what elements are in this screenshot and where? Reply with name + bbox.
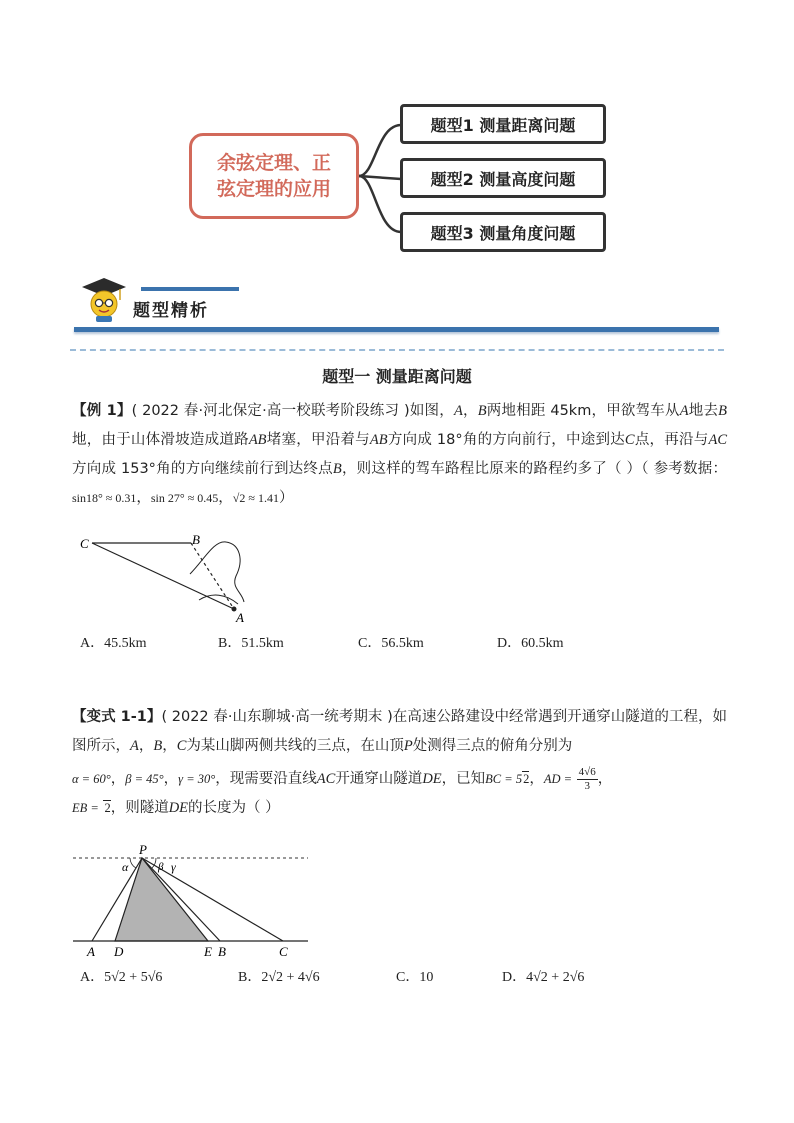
variant-1-1-figure bbox=[70, 840, 315, 962]
fig1-label-c: C bbox=[80, 536, 89, 551]
example-1-option-a[interactable]: A．45.5km bbox=[80, 636, 147, 651]
fig2-label-a: A bbox=[87, 944, 95, 959]
mindmap-branch-3: 题型3 测量角度问题 bbox=[400, 212, 606, 252]
banner-title: 题型精析 bbox=[133, 301, 209, 321]
section-heading: 题型一 测量距离问题 bbox=[322, 367, 472, 386]
banner-underline bbox=[74, 327, 719, 332]
variant-1-1-source: ( 2022 春·山东聊城·高一统考期末 ) bbox=[161, 709, 393, 725]
mindmap-center bbox=[189, 133, 359, 219]
mindmap-connectors bbox=[355, 110, 405, 250]
example-1-option-d[interactable]: D．60.5km bbox=[497, 636, 564, 651]
fig2-label-c: C bbox=[279, 944, 288, 959]
fig2-label-gamma: γ bbox=[171, 860, 176, 874]
variant-1-1-option-b[interactable]: B．2√2 + 4√6 bbox=[238, 970, 320, 985]
variant-1-1-text: 【变式 1-1】( 2022 春·山东聊城·高一统考期末 )在高速公路建设中经常遇到开通穿山隧道的工程，如图所示，A，B，C为某山脚两侧共线的三点，在山顶P处测得三点的俯角分别为 α = 60°，β = 45°，γ = 30°，现需要沿直线AC开通穿山隧道DE，已知BC = 52，AD = $\frac{4√6}{3}$ ， EB = 2，则隧道DE的长度为（ ） bbox=[72, 709, 728, 816]
mindmap-branch-2: 题型2 测量高度问题 bbox=[400, 158, 606, 198]
variant-1-1-option-a[interactable]: A．5√2 + 5√6 bbox=[80, 970, 163, 985]
fig2-label-alpha: α bbox=[122, 860, 129, 874]
example-1-option-b[interactable]: B．51.5km bbox=[218, 636, 284, 651]
fig2-label-e: E bbox=[204, 944, 212, 959]
fig2-label-beta: β bbox=[158, 861, 164, 873]
fig2-label-b: B bbox=[218, 944, 226, 959]
mindmap-center-line2: 弦定理的应用 bbox=[216, 178, 331, 200]
mindmap-center-line1: 余弦定理、正 bbox=[216, 152, 331, 174]
fig1-label-a: A bbox=[236, 610, 244, 625]
mindmap-branch-1: 题型1 测量距离问题 bbox=[400, 104, 606, 144]
example-1-tag: 【例 1】 bbox=[72, 403, 132, 419]
example-1-text: 【例 1】( 2022 春·河北保定·高一校联考阶段练习 )如图，A，B两地相距 45km，甲欲驾车从A地去B地，由于山体滑坡造成道路AB堵塞，甲沿着与AB方向成 18°角的方向前行，中途到达C点，再沿与AC方向成 153°角的方向继续前行到达终点B，则这样的驾车路程比原来的路程约多了（ ）（ 参考数据：sin18° ≈ 0.31，sin 27° ≈ 0.45，√2 ≈ 1.41） bbox=[72, 403, 728, 506]
scholar-mascot-icon bbox=[80, 276, 128, 322]
fig1-label-b: B bbox=[192, 532, 200, 547]
example-1-option-c[interactable]: C．56.5km bbox=[358, 636, 424, 651]
variant-1-1-option-d[interactable]: D．4√2 + 2√6 bbox=[502, 970, 585, 985]
fig2-label-d: D bbox=[114, 944, 124, 959]
example-1-figure bbox=[74, 530, 274, 626]
variant-1-1-option-c[interactable]: C．10 bbox=[396, 970, 434, 985]
divider-dashed bbox=[70, 349, 724, 351]
variant-1-1-tag: 【变式 1-1】 bbox=[72, 709, 162, 725]
fig2-label-p: P bbox=[139, 842, 147, 857]
banner-accent-bar bbox=[141, 287, 239, 291]
example-1-source: ( 2022 春·河北保定·高一校联考阶段练习 ) bbox=[131, 403, 410, 419]
